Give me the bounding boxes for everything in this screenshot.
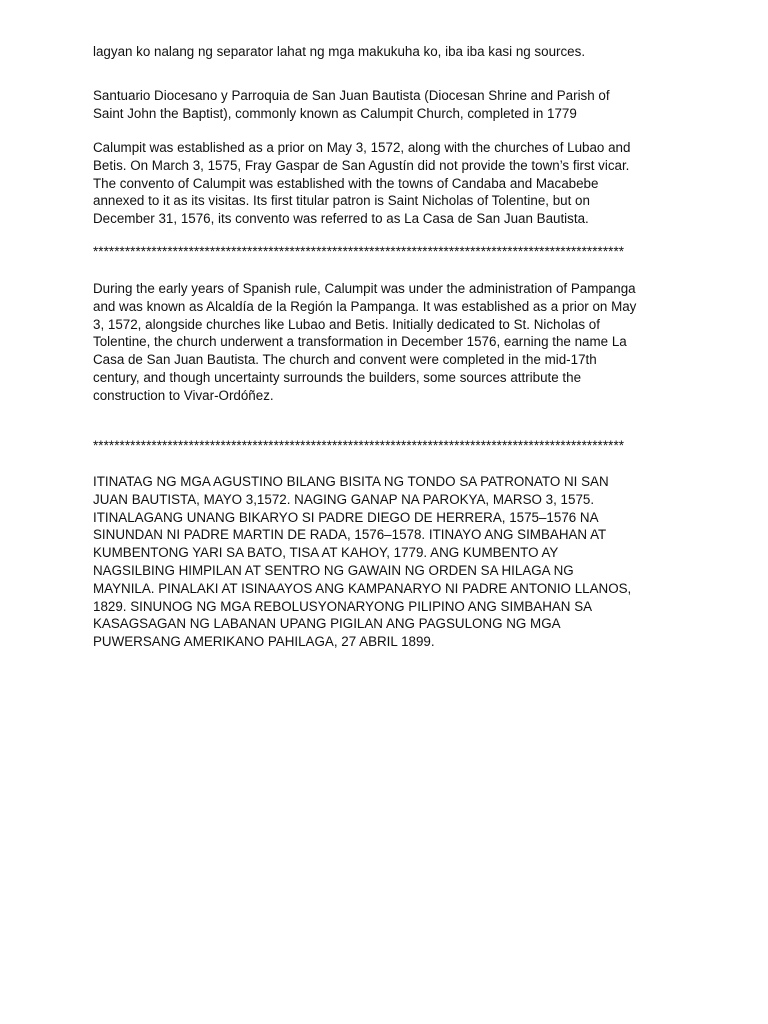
church-name-paragraph: Santuario Diocesano y Parroquia de San Juan Bautista (Diocesan Shrine and Parish of Saint John the Baptist), commonly known as Calumpit Church, completed in 1779 xyxy=(93,88,610,121)
historical-marker-text: ITINATAG NG MGA AGUSTINO BILANG BISITA NG TONDO SA PATRONATO NI SAN JUAN BAUTISTA, MAYO 3,1572. NAGING GANAP NA PAROKYA, MARSO 3, 1575. ITINALAGANG UNANG BIKARYO SI PADRE DIEGO DE HERRERA, 1575–1576 NA SINUNDAN NI PADRE MARTIN DE RADA, 1576–1578. ITINAYO ANG SIMBAHAN AT KUMBENTONG YARI SA BATO, TISA AT KAHOY, 1779. ANG KUMBENTO AY NAGSILBING HIMPILAN AT SENTRO NG GAWAIN NG ORDEN SA HILAGA NG MAYNILA. PINALAKI AT ISINAAYOS ANG KAMPANARYO NI PADRE ANTONIO LLANOS, 1829. SINUNOG NG MGA REBOLUSYONARYONG PILIPINO ANG SIMBAHAN SA KASAGSAGAN NG LABANAN UPANG PIGILAN ANG PAGSULONG NG MGA PUWERSANG AMERIKANO PAHILAGA, 27 ABRIL 1899. xyxy=(93,474,632,650)
history-paragraph-2: During the early years of Spanish rule, Calumpit was under the administration of Pampanga and was known as Alcaldía de la Región la Pampanga. It was established as a prior on May 3, 1572, alongside churches like Lubao and Betis. Initially dedicated to St. Nicholas of Tolentine, the church underwent a transformation in December 1576, earning the name La Casa de San Juan Bautista. The church and convent were completed in the mid-17th century, and though uncertainty surrounds the builders, some sources attribute the construction to Vivar-Ordóñez. xyxy=(93,281,637,403)
history-paragraph-1: Calumpit was established as a prior on May 3, 1572, along with the churches of Lubao and Betis. On March 3, 1575, Fray Gaspar de San Agustín did not provide the town’s first vicar. The convento of Calumpit was established with the towns of Candaba and Macabebe annexed to it as its visitas. Its first titular patron is Saint Nicholas of Tolentine, but on December 31, 1576, its convento was referred to as La Casa de San Juan Bautista. xyxy=(93,140,631,227)
separator-line-2: **************************************************************************************************** xyxy=(93,438,625,453)
intro-note: lagyan ko nalang ng separator lahat ng mga makukuha ko, iba iba kasi ng sources. xyxy=(93,44,586,59)
separator-line-1: **************************************************************************************************** xyxy=(93,244,625,259)
